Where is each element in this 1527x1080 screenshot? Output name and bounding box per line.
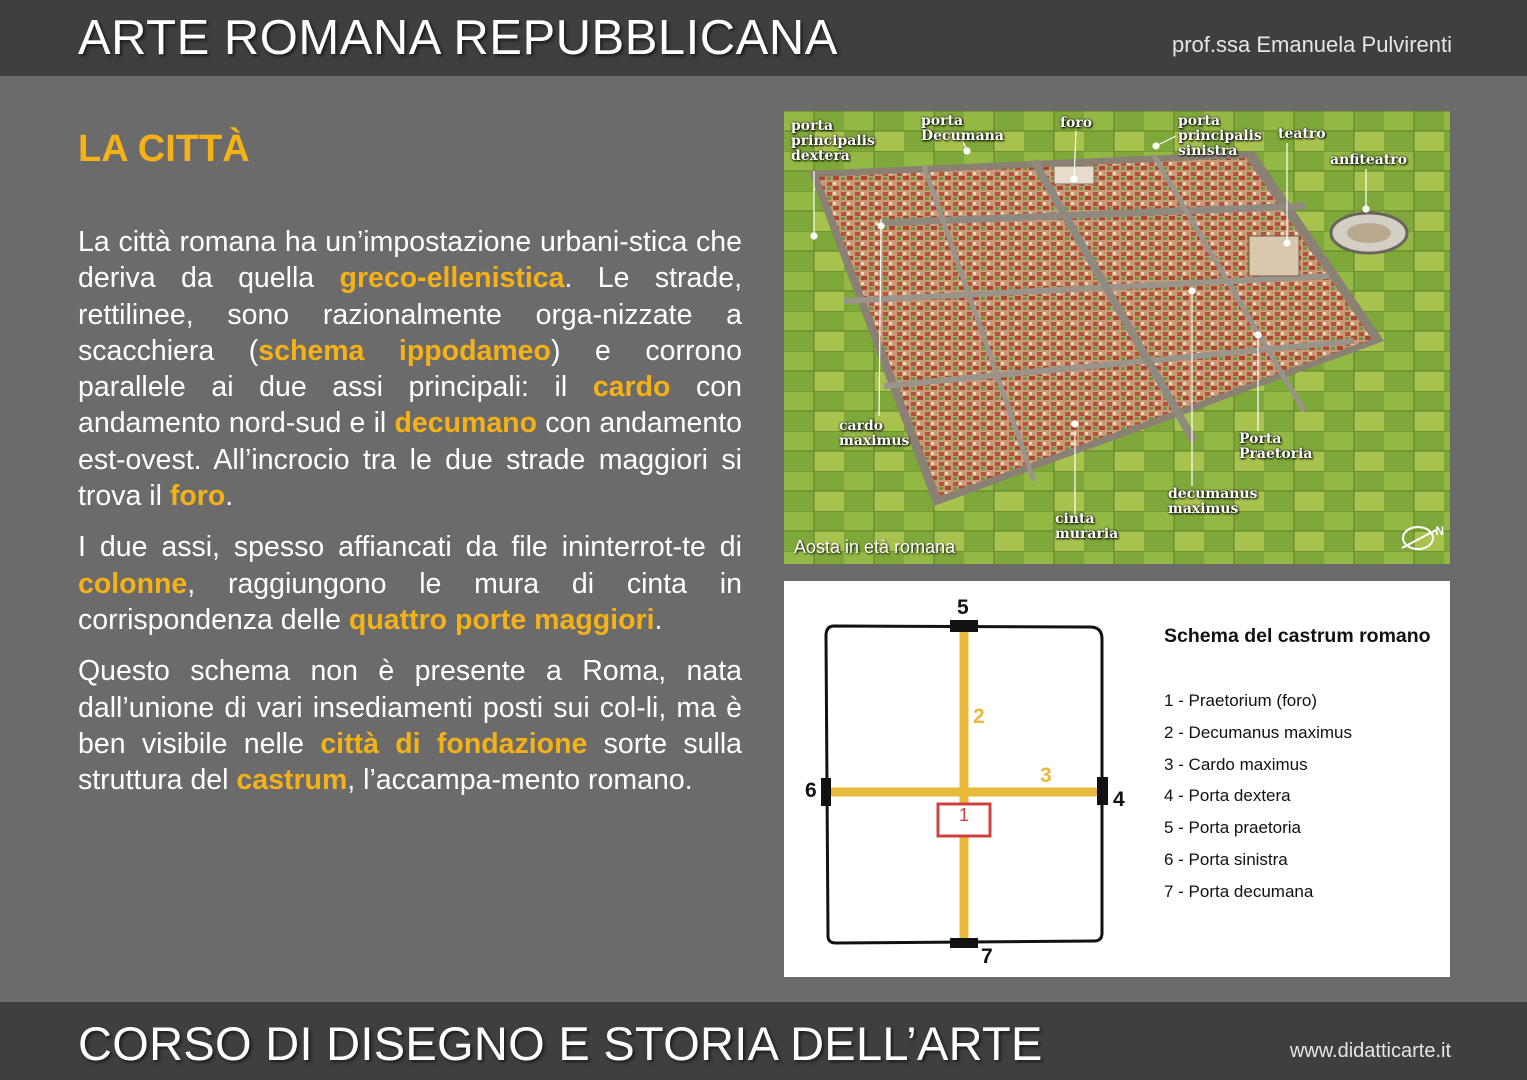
legend-item: 5 - Porta praetoria	[1164, 818, 1302, 838]
image-caption: Aosta in età romana	[794, 537, 956, 557]
axis-number-3: 3	[1040, 764, 1052, 787]
legend-item: 7 - Porta decumana	[1164, 881, 1314, 901]
legend-item: 6 - Porta sinistra	[1164, 849, 1288, 869]
axis-number-2: 2	[973, 705, 985, 728]
highlight-term: quattro porte maggiori	[348, 603, 655, 636]
label-porta-praetoria: Porta Praetoria	[1239, 431, 1313, 462]
footer-bar	[0, 1002, 1527, 1080]
schema-title: Schema del castrum romano	[1164, 625, 1431, 647]
gate-number-6: 6	[805, 779, 817, 802]
legend-item: 2 - Decumanus maximus	[1164, 722, 1353, 742]
label-anfiteatro: anfiteatro	[1330, 152, 1408, 168]
praetorium-number-1: 1	[959, 805, 970, 825]
paragraph-3: Questo schema non è presente a Roma, nata dall’unione di vari insediamenti posti sui col-li, ma è ben visibile nelle città di fondazione sorte sulla struttura del castrum, l’accampa-mento romano.	[78, 655, 742, 797]
highlight-term: greco-ellenistica	[339, 262, 565, 295]
gate-4	[1097, 777, 1108, 805]
gate-number-7: 7	[981, 945, 993, 968]
body-text	[78, 224, 742, 813]
slide-title: ARTE ROMANA REPUBBLICANA	[78, 11, 838, 65]
label-porta-decumana: porta Decumana	[921, 113, 1004, 144]
label-cardo-maximus: cardo maximus	[839, 418, 910, 449]
highlight-term: schema ippodameo	[258, 334, 551, 367]
label-foro: foro	[1060, 115, 1093, 131]
label-decumanus-maximus: decumanus maximus	[1168, 486, 1258, 517]
highlight-term: castrum	[236, 764, 348, 797]
website-link[interactable]: www.didatticarte.it	[1289, 1040, 1451, 1062]
gate-number-5: 5	[957, 596, 969, 619]
highlight-term: colonne	[78, 567, 188, 600]
aerial-drawing	[784, 111, 1450, 564]
legend-item: 3 - Cardo maximus	[1164, 754, 1308, 774]
highlight-term: città di fondazione	[320, 727, 588, 760]
highlight-term: foro	[169, 480, 226, 513]
paragraph-1: La città romana ha un’impostazione urbani-stica che deriva da quella greco-ellenistica. Le strade, rettilinee, sono razionalmente orga-nizzate a scacchiera (schema ippodameo) e corrono parallele ai due assi principali: il cardo con andamento nord-sud e il decumano con andamento est-ovest. All’incrocio tra le due strade maggiori si trova il foro.	[78, 226, 742, 513]
legend-item: 4 - Porta dextera	[1164, 786, 1291, 806]
gate-number-4: 4	[1113, 788, 1125, 811]
theatre-building	[1249, 236, 1299, 276]
gate-6	[821, 778, 831, 806]
schema-legend	[1164, 691, 1352, 914]
paragraph-2: I due assi, spesso affiancati da file ininterrot-te di colonne, raggiungono le mura di cinta in corrispondenza delle quattro porte maggiori.	[78, 531, 742, 636]
castrum-schema	[784, 581, 1450, 977]
gate-7	[950, 938, 978, 948]
aerial-illustration	[784, 111, 1450, 564]
highlight-term: decumano	[394, 407, 537, 440]
header-bar	[0, 0, 1527, 76]
label-porta-principalis-sinistra: porta principalis sinistra	[1178, 113, 1262, 159]
gate-5	[950, 620, 978, 632]
compass-north-label: N	[1435, 524, 1444, 538]
course-title: CORSO DI DISEGNO E STORIA DELL’ARTE	[78, 1017, 1043, 1070]
label-teatro: teatro	[1278, 126, 1326, 142]
author-name: prof.ssa Emanuela Pulvirenti	[1171, 32, 1452, 57]
label-porta-principalis-dextera: porta principalis dextera	[791, 118, 875, 164]
label-cinta-muraria: cinta muraria	[1055, 511, 1119, 542]
section-heading: LA CITTÀ	[78, 128, 250, 170]
legend-item: 1 - Praetorium (foro)	[1164, 691, 1318, 710]
amphitheatre-arena	[1347, 223, 1391, 243]
highlight-term: cardo	[592, 371, 671, 404]
